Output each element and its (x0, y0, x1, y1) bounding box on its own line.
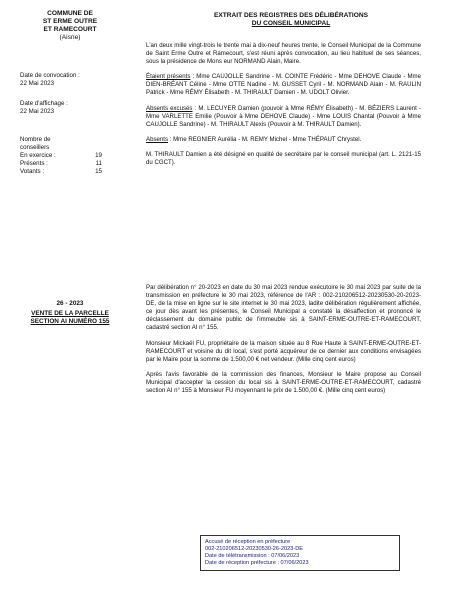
stamp-line-1: Accusé de réception en préfecture (205, 539, 291, 545)
header-line-2: DU CONSEIL MUNICIPAL (251, 20, 331, 27)
affichage-block (20, 100, 120, 116)
commune-line-1: COMMUNE DE (47, 10, 93, 17)
presents-text: : Mme CAUJOLLE Sandrine - M. COINTE Frédéric - Mme DEHOVE Claude - Mme DIEN-BRÉANT Céline - Mme OTTE Nadine - M. GUSSET Cyril - M. NORMAND Alain - M. RAULIN Patrick - Mme RÉMY Élisabeth - M. THIRAULT Damien - M. UDOLT Olivier. (146, 73, 421, 97)
excuses-paragraph (146, 105, 421, 129)
convocation-date: 22 Mai 2023 (20, 80, 55, 87)
secretaire-paragraph: M. THIRAULT Damien a été désigné en qualité de secrétaire par le conseil municipal (art. L. 2121-15 du CGCT). (146, 150, 421, 167)
absents-label: Absents (146, 135, 169, 143)
excuses-text: : M. LECUYER Damien (pouvoir à Mme RÉMY Élisabeth) - M. BÉZIERS Laurent - Mme VARLETTE Emilie (Pouvoir à Mme DEHOVE Claude) - Mme LOUIS Chantal (Pouvoir à Mme CAUJOLLE Sandrine) - M. THIRAULT Alexis (Pouvoir à M. THIRAULT Damien). (146, 104, 421, 128)
presents-row (20, 160, 120, 168)
absents-text: : Mme REGNIER Aurélia - M. REMY Michel - Mme THÉPAUT Chrystel. (168, 135, 362, 143)
presents-count-value: 11 (95, 160, 102, 167)
commune-line-3: ET RAMECOURT (43, 26, 97, 33)
conseillers-line-2: conseillers (20, 144, 50, 151)
stamp-line-3: Date de télétransmission : 07/06/2023 (205, 553, 300, 559)
stamp-line-2: 002-210206512-20230530-26-2023-DE (205, 546, 303, 552)
en-exercice-value: 19 (95, 152, 102, 159)
presents-paragraph (146, 73, 421, 97)
header-line-1: EXTRAIT DES REGISTRES DES DÉLIBÉRATIONS (213, 12, 369, 19)
deliberation-paragraph-1: Par délibération n° 20-2023 en date du 30 mai 2023 rendue exécutoire le 30 mai 2023 par suite de la transmission en préfecture le 30 mai 2023, référence de l'AR : 002-210206512-20230530-20-2023-DE, de la mise en ligne sur le site internet le 30 mai 2023, ladite délibération régulièrement affichée, ce jour dès avant les présentes, le Conseil Municipal a constaté la désaffection et prononcé le déclassement du domaine public de l'immeuble sis à SAINT-ERME-OUTRE-ET-RAMECOURT, cadastré section AI n° 155. (146, 284, 421, 332)
document-header (166, 12, 416, 28)
en-exercice-label: En exercice : (20, 152, 56, 159)
presents-label: Étaient présents (146, 73, 191, 81)
deliberation-paragraph-3: Après l'avis favorable de la commission des finances, Monsieur le Maire propose au Conseil Municipal d'accepter la cession du local sis à SAINT-ERME-OUTRE-ET-RAMECOURT, cadastré section AI n° 155 à Monsieur FU moyennant le prix de 1.500,00 €. (Mille cinq cent euros) (146, 370, 421, 395)
prefecture-receipt-stamp (200, 535, 400, 571)
commune-block (20, 10, 120, 42)
excuses-label: Absents excusés (146, 104, 193, 112)
deliberation-section (146, 284, 421, 402)
deliberation-title: VENTE DE LA PARCELLE SECTION AI NUMÉRO 155 (30, 310, 110, 325)
affichage-label: Date d'affichage : (20, 100, 68, 107)
commune-line-4: (Aisne) (59, 34, 81, 41)
convocation-label: Date de convocation : (20, 72, 80, 79)
votants-row (20, 168, 120, 176)
conseillers-line-1: Nombre de (20, 136, 51, 143)
commune-line-2: ST ERME OUTRE (42, 18, 98, 25)
deliberation-paragraph-2: Monsieur Mickaël FU, propriétaire de la maison située au 8 Rue Haute à SAINT-ERME-OUTRE-ET-RAMECOURT et voisine du dit local, s'est porté acquéreur de ce dernier aux conditions envisagées par le Maire pour la somme de 1.500,00 € net vendeur. (Mille cinq cent euros) (146, 339, 421, 363)
presents-count-label: Présents : (20, 160, 48, 167)
en-exercice-row (20, 152, 120, 160)
meeting-section (146, 42, 421, 174)
affichage-date: 22 Mai 2023 (20, 108, 55, 115)
deliberation-number: 26 - 2023 (56, 300, 84, 307)
votants-label: Votants : (20, 168, 45, 175)
conseillers-block (20, 136, 120, 176)
stamp-line-4: Date de réception préfecture : 07/06/2023 (205, 560, 309, 566)
convocation-block (20, 72, 120, 88)
absents-paragraph (146, 136, 421, 144)
intro-paragraph: L'an deux mille vingt-trois le trente mai à dix-neuf heures trente, le Conseil Municipal de la Commune de Saint Erme Outre et Ramecourt, s'est réuni après convocation, au lieu habituel de ses séances, sous la présidence de Mons eur NORMAND Alain, Maire. (146, 42, 421, 66)
votants-value: 15 (95, 168, 102, 175)
